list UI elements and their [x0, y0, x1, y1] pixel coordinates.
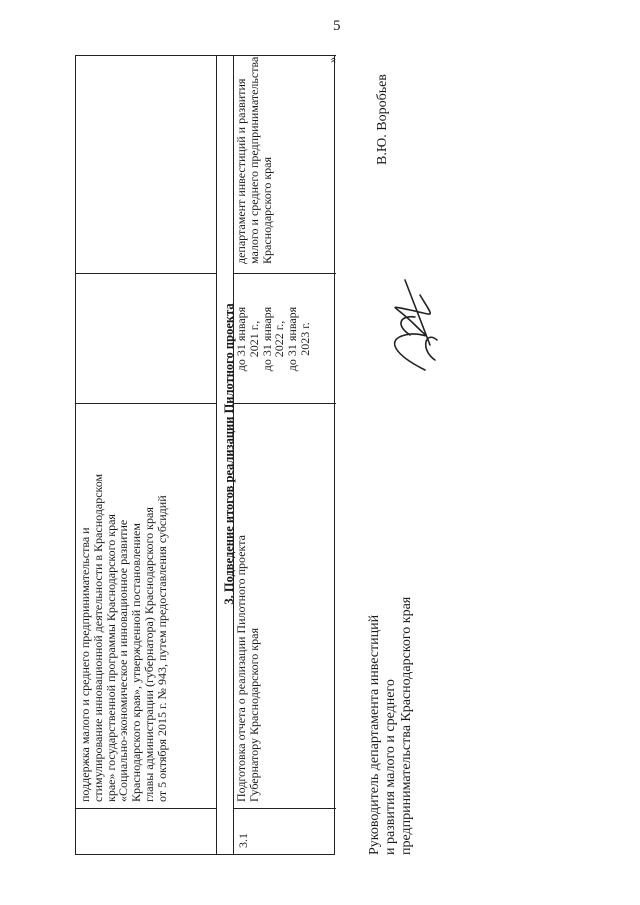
text-line: Подготовка отчета о реализации Пилотного проекта	[234, 535, 248, 802]
text-line: «Социально-экономическое и инновационное развитие	[116, 519, 131, 802]
section-heading-top-border	[216, 56, 217, 854]
text-line: 2023 г.	[297, 322, 312, 356]
text-line: Краснодарского края	[259, 156, 274, 264]
row-deadline	[235, 279, 312, 399]
signer-name: В.Ю. Воробьев	[375, 74, 390, 165]
text-line: предпринимательства Краснодарского края	[399, 596, 414, 855]
row-task	[235, 422, 261, 802]
row-divider-task	[233, 403, 336, 404]
text-line: до 31 января	[234, 306, 248, 372]
text-line: Руководитель департамента инвестиций	[367, 614, 382, 855]
signatory-title	[367, 597, 415, 855]
continuation-text	[79, 402, 169, 802]
column-divider-number	[76, 808, 216, 809]
text-line: и развития малого и среднего	[383, 679, 398, 855]
column-divider-deadline	[76, 273, 216, 274]
text-line: 2022 г.,	[272, 320, 287, 358]
rotated-page-content	[75, 55, 485, 855]
text-line: до 31 января	[285, 306, 300, 372]
text-line: крае» государственной программы Краснодарского края	[103, 514, 118, 802]
row-number: 3.1	[236, 833, 250, 848]
handwritten-signature	[365, 275, 445, 375]
closing-quote: ».	[325, 54, 339, 63]
text-line: 2021 г.,	[246, 320, 261, 358]
plan-table	[75, 55, 335, 855]
section-heading: 3. Подведение итогов реализации Пилотного проекта	[222, 303, 236, 605]
text-line: поддержка малого и среднего предпринимательства и	[78, 527, 92, 802]
row-executor	[234, 56, 274, 264]
text-line: главы администрации (губернатора) Краснодарского края	[141, 507, 156, 802]
text-line: Губернатору Краснодарского края	[246, 628, 261, 802]
text-line: от 5 октября 2015 г. № 943, путем предоставления субсидий	[154, 495, 169, 802]
row-divider-deadline	[233, 273, 336, 274]
text-line: департамент инвестиций и развития	[234, 78, 248, 264]
text-line: стимулирование инновационной деятельности в Краснодарском	[90, 473, 105, 802]
page-number: 5	[333, 18, 341, 34]
text-line: малого и среднего предпринимательства	[246, 56, 261, 264]
text-line: Краснодарского края», утвержденной постановлением	[129, 523, 144, 802]
text-line: до 31 января	[259, 306, 274, 372]
